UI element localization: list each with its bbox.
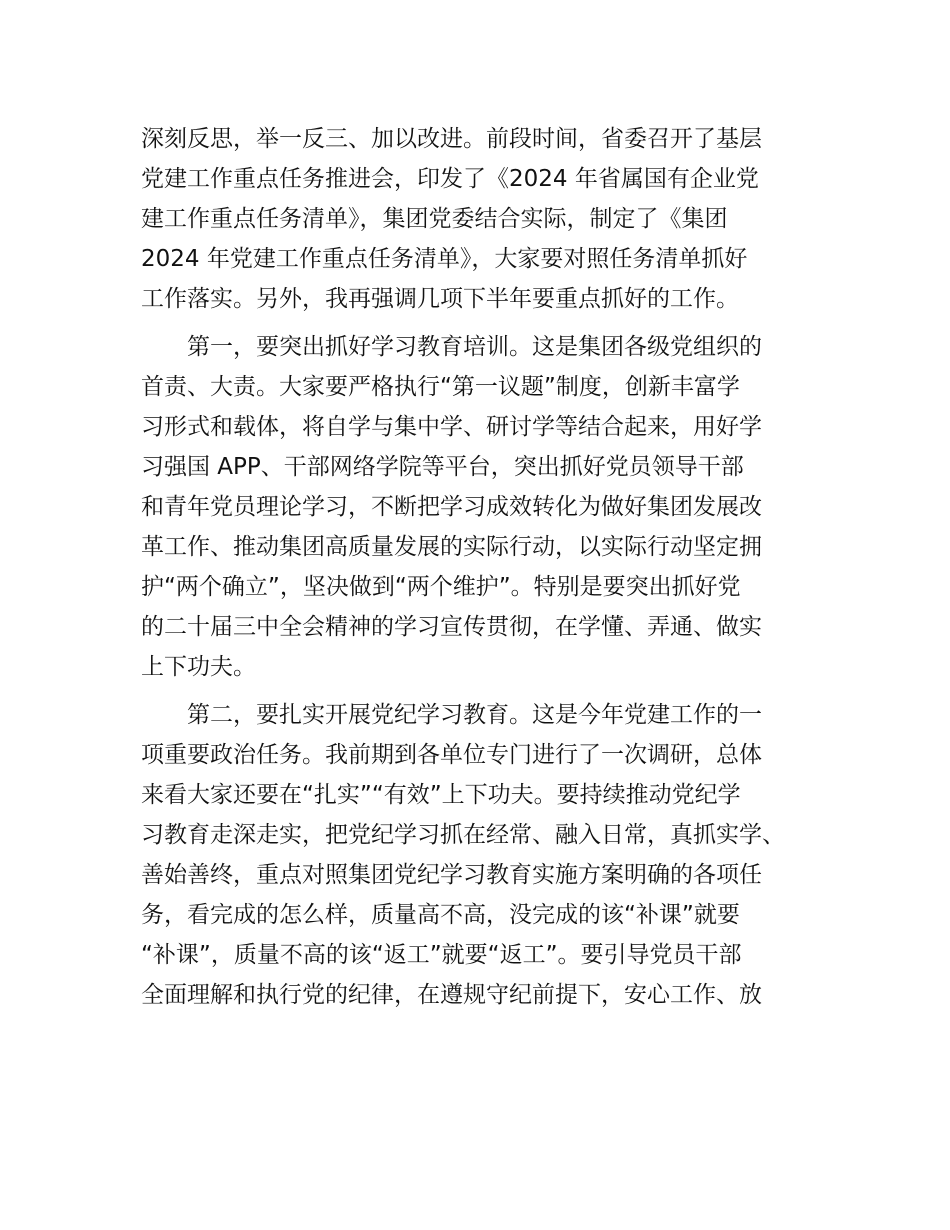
text-line: 2024 年党建工作重点任务清单》，大家要对照任务清单抓好 (141, 246, 748, 272)
text-line: 善始善终，重点对照集团党纪学习教育实施方案明确的各项任 (141, 862, 762, 888)
text-line: 党建工作重点任务推进会，印发了《2024 年省属国有企业党 (141, 166, 759, 192)
text-line: 建工作重点任务清单》，集团党委结合实际，制定了《集团 (141, 206, 728, 232)
text-line: 革工作、推动集团高质量发展的实际行动，以实际行动坚定拥 (141, 534, 762, 560)
text-line: 全面理解和执行党的纪律，在遵规守纪前提下，安心工作、放 (141, 982, 762, 1008)
body-text (141, 119, 831, 1023)
text-line: 第二，要扎实开展党纪学习教育。这是今年党建工作的一 (187, 702, 762, 728)
text-line: 上下功夫。 (141, 654, 256, 680)
text-line: 来看大家还要在“扎实”“有效”上下功夫。要持续推动党纪学 (141, 782, 741, 808)
text-line: 习形式和载体，将自学与集中学、研讨学等结合起来，用好学 (141, 414, 762, 440)
text-line: 护“两个确立”，坚决做到“两个维护”。特别是要突出抓好党 (141, 574, 741, 600)
text-line: 习教育走深走实，把党纪学习抓在经常、融入日常，真抓实学、 (141, 822, 785, 848)
text-line: 第一，要突出抓好学习教育培训。这是集团各级党组织的 (187, 334, 762, 360)
paragraph-second (141, 695, 831, 1015)
text-line: 习强国 APP、干部网络学院等平台，突出抓好党员领导干部 (141, 454, 744, 480)
text-line: 深刻反思，举一反三、加以改进。前段时间，省委召开了基层 (141, 126, 762, 152)
text-line: 务，看完成的怎么样，质量高不高，没完成的该“补课”就要 (141, 902, 740, 928)
text-line: 的二十届三中全会精神的学习宣传贯彻，在学懂、弄通、做实 (141, 614, 762, 640)
paragraph-intro (141, 119, 831, 319)
paragraph-first (141, 327, 831, 687)
text-line: “补课”，质量不高的该“返工”就要“返工”。要引导党员干部 (141, 942, 742, 968)
text-line: 和青年党员理论学习，不断把学习成效转化为做好集团发展改 (141, 494, 762, 520)
text-line: 工作落实。另外，我再强调几项下半年要重点抓好的工作。 (141, 286, 739, 312)
text-line: 项重要政治任务。我前期到各单位专门进行了一次调研，总体 (141, 742, 762, 768)
text-line: 首责、大责。大家要严格执行“第一议题”制度，创新丰富学 (141, 374, 740, 400)
